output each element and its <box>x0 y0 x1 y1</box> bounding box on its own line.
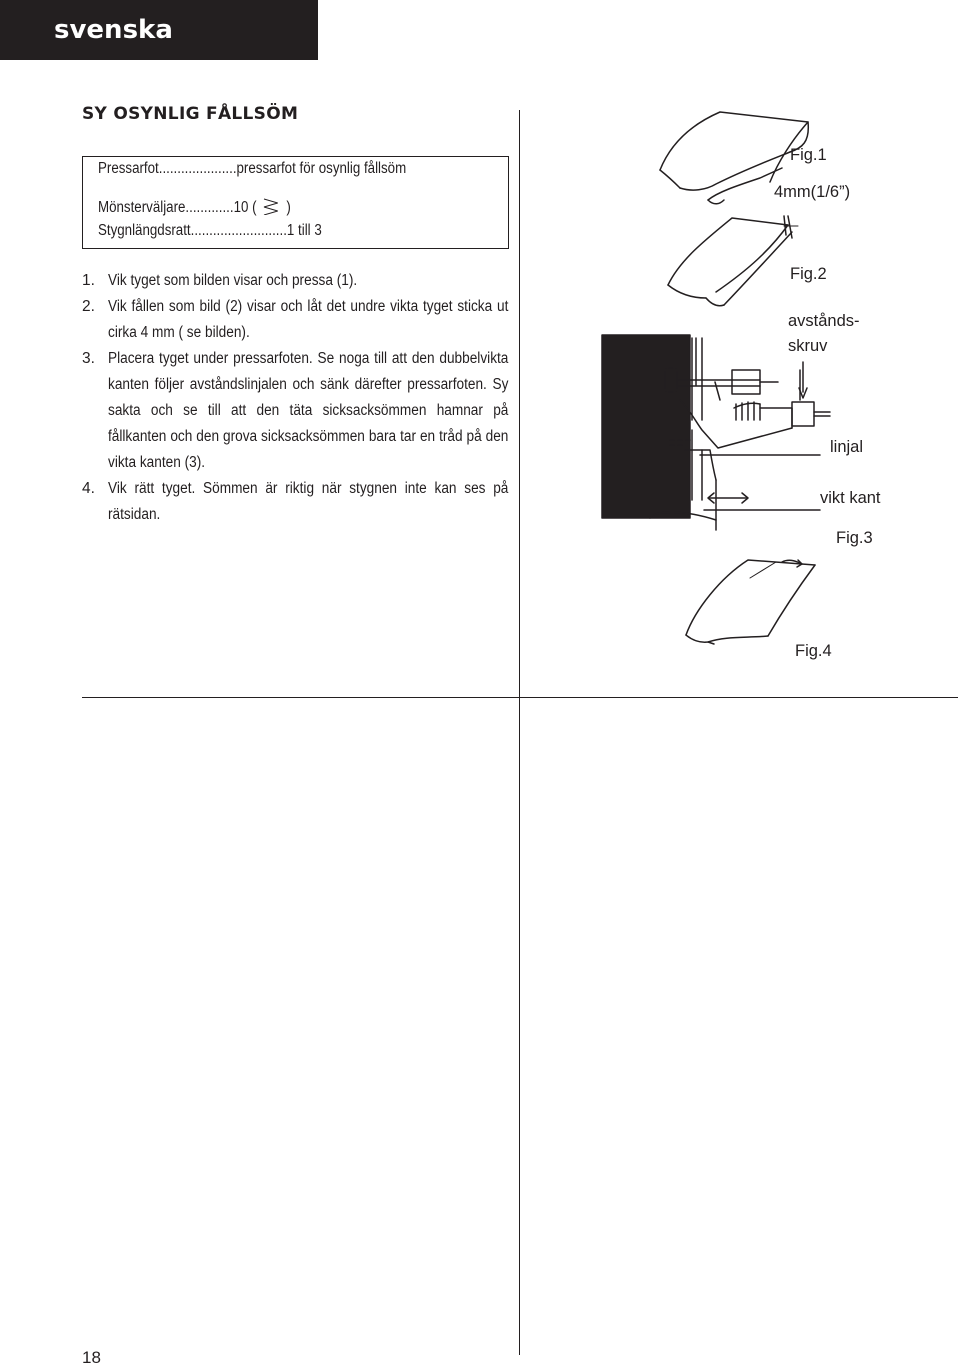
fig2-fabric-drawing <box>668 216 798 306</box>
section-title: SY OSYNLIG FÅLLSÖM <box>82 104 299 124</box>
figures-illustration <box>520 100 960 680</box>
pattern-selector-setting <box>98 197 291 217</box>
step-item <box>82 346 510 476</box>
screw-label-line2: skruv <box>788 337 828 355</box>
screw-label-line1: avstånds- <box>788 312 860 330</box>
fig1-label: Fig.1 <box>790 146 827 164</box>
pattern-selector-suffix: ) <box>286 199 291 216</box>
step-number: 3. <box>82 350 95 367</box>
section-divider <box>82 697 958 698</box>
step-item <box>82 268 510 294</box>
measure-label: 4mm(1/6”) <box>774 183 851 201</box>
folded-edge-label: vikt kant <box>820 489 881 507</box>
step-text: Placera tyget under pressarfoten. Se noga till att den dubbelvikta kanten följer avståndslinjalen och sänk därefter pressarfoten. Sy sakta och se till att den täta sicksacksömmen hamnar på fållkanten och den grova sicksacksömmen bara tar en tråd på den vikta kanten (3). <box>108 350 509 471</box>
step-item <box>82 294 510 346</box>
step-number: 2. <box>82 298 95 315</box>
pattern-selector-prefix: Mönsterväljare.............10 ( <box>98 199 257 216</box>
ruler-label: linjal <box>830 438 864 456</box>
step-number: 4. <box>82 480 95 497</box>
fig3-presser-foot-drawing <box>602 335 830 530</box>
fig4-fabric-drawing <box>686 560 815 644</box>
step-text: Vik tyget som bilden visar och pressa (1). <box>108 272 358 289</box>
presser-foot-setting: Pressarfot.....................pressarfot för osynlig fållsöm <box>98 160 407 177</box>
step-item <box>82 476 510 528</box>
language-label: svenska <box>54 15 173 45</box>
machine-settings-box <box>82 156 509 249</box>
fig4-label: Fig.4 <box>795 642 832 660</box>
fig3-label: Fig.3 <box>836 529 873 547</box>
step-number: 1. <box>82 272 95 289</box>
page-number: 18 <box>82 1348 101 1367</box>
language-tab <box>0 0 318 60</box>
instruction-steps <box>82 268 510 528</box>
stitch-length-setting: Stygnlängdsratt..........................1 till 3 <box>98 222 322 239</box>
step-text: Vik fållen som bild (2) visar och låt det undre vikta tyget sticka ut cirka 4 mm ( se bilden). <box>108 298 509 341</box>
fig2-label: Fig.2 <box>790 265 827 283</box>
blind-hem-stitch-icon <box>260 197 282 215</box>
step-text: Vik rätt tyget. Sömmen är riktig när stygnen inte kan ses på rätsidan. <box>108 480 509 523</box>
